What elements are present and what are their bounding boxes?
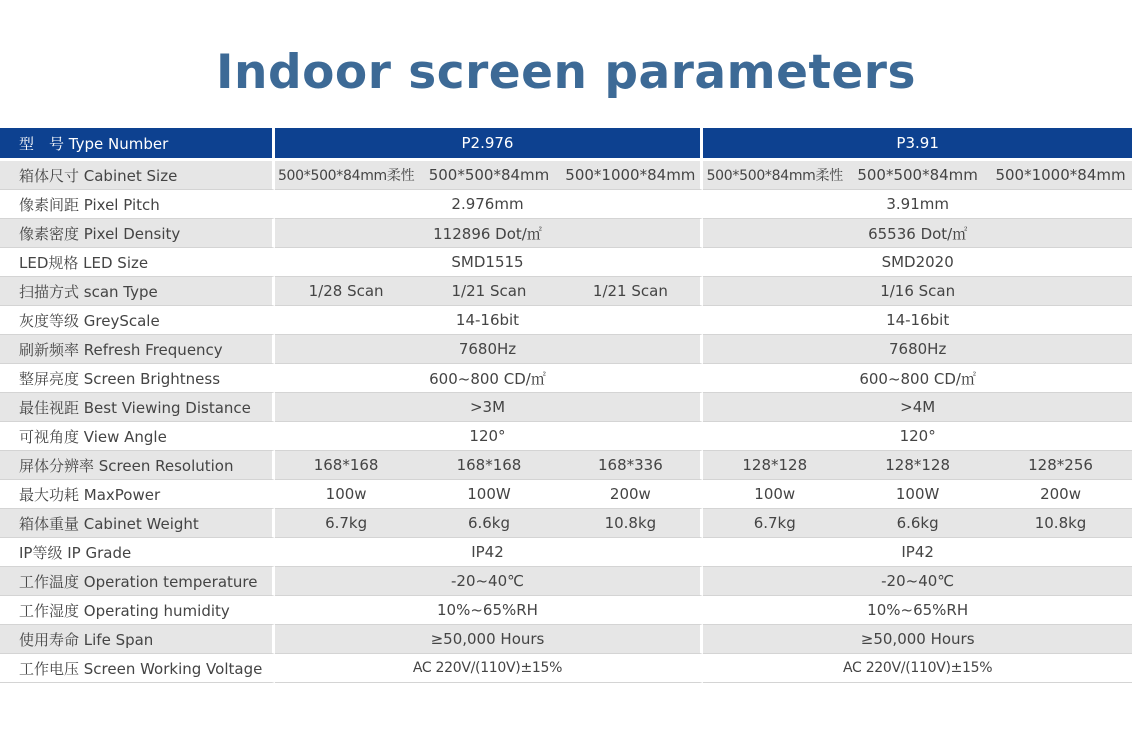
table-row — [0, 451, 1132, 480]
cell-p2976: 2.976mm — [275, 190, 704, 219]
table-header-row — [0, 128, 1132, 161]
cell-p2976: 10.8kg — [560, 509, 703, 538]
cell-p391: AC 220V/(110V)±15% — [703, 654, 1132, 683]
cell-p391: 65536 Dot/㎡ — [703, 219, 1132, 248]
cell-p2976: 10%~65%RH — [275, 596, 704, 625]
header-type-number: 型 号 Type Number — [0, 128, 275, 161]
cell-p2976: 500*500*84mm柔性 — [275, 161, 418, 190]
cell-p2976: 168*168 — [418, 451, 561, 480]
row-label: 使用寿命 Life Span — [0, 625, 275, 654]
cell-p391: 3.91mm — [703, 190, 1132, 219]
cell-p2976: >3M — [275, 393, 704, 422]
row-label: 屏体分辨率 Screen Resolution — [0, 451, 275, 480]
table-row — [0, 422, 1132, 451]
cell-p2976: 100W — [418, 480, 561, 509]
cell-p2976: SMD1515 — [275, 248, 704, 277]
cell-p391: 128*128 — [703, 451, 846, 480]
table-row — [0, 480, 1132, 509]
table-row — [0, 538, 1132, 567]
cell-p2976: 600~800 CD/㎡ — [275, 364, 704, 393]
cell-p391: IP42 — [703, 538, 1132, 567]
row-label: 灰度等级 GreyScale — [0, 306, 275, 335]
cell-p391: 7680Hz — [703, 335, 1132, 364]
cell-p2976: -20~40℃ — [275, 567, 704, 596]
cell-p391: 128*128 — [846, 451, 989, 480]
cell-p391: 10%~65%RH — [703, 596, 1132, 625]
row-label: 箱体尺寸 Cabinet Size — [0, 161, 275, 190]
cell-p2976: 112896 Dot/㎡ — [275, 219, 704, 248]
table-row — [0, 654, 1132, 683]
row-label: 像素间距 Pixel Pitch — [0, 190, 275, 219]
header-model-p391: P3.91 — [703, 128, 1132, 161]
row-label: 最大功耗 MaxPower — [0, 480, 275, 509]
cell-p2976: 7680Hz — [275, 335, 704, 364]
cell-p391: -20~40℃ — [703, 567, 1132, 596]
spec-table — [0, 128, 1132, 683]
cell-p2976: 200w — [560, 480, 703, 509]
table-row — [0, 596, 1132, 625]
cell-p2976: 6.7kg — [275, 509, 418, 538]
cell-p391: 128*256 — [989, 451, 1132, 480]
cell-p391: 100W — [846, 480, 989, 509]
cell-p2976: IP42 — [275, 538, 704, 567]
cell-p2976: 14-16bit — [275, 306, 704, 335]
row-label: 最佳视距 Best Viewing Distance — [0, 393, 275, 422]
cell-p2976: 100w — [275, 480, 418, 509]
cell-p2976: AC 220V/(110V)±15% — [275, 654, 704, 683]
cell-p391: 120° — [703, 422, 1132, 451]
table-row — [0, 248, 1132, 277]
header-model-p2976: P2.976 — [275, 128, 704, 161]
row-label: 工作电压 Screen Working Voltage — [0, 654, 275, 683]
table-row — [0, 393, 1132, 422]
table-row — [0, 277, 1132, 306]
cell-p391: 14-16bit — [703, 306, 1132, 335]
cell-p391: 100w — [703, 480, 846, 509]
row-label: 可视角度 View Angle — [0, 422, 275, 451]
table-row — [0, 190, 1132, 219]
cell-p391: 500*500*84mm — [846, 161, 989, 190]
table-row — [0, 509, 1132, 538]
cell-p391: 500*500*84mm柔性 — [703, 161, 846, 190]
cell-p2976: 1/28 Scan — [275, 277, 418, 306]
cell-p391: >4M — [703, 393, 1132, 422]
row-label: 工作温度 Operation temperature — [0, 567, 275, 596]
table-row — [0, 306, 1132, 335]
table-row — [0, 335, 1132, 364]
cell-p2976: 120° — [275, 422, 704, 451]
cell-p2976: 500*500*84mm — [418, 161, 561, 190]
row-label: LED规格 LED Size — [0, 248, 275, 277]
cell-p391: ≥50,000 Hours — [703, 625, 1132, 654]
cell-p2976: 1/21 Scan — [418, 277, 561, 306]
row-label: 像素密度 Pixel Density — [0, 219, 275, 248]
cell-p2976: 168*336 — [560, 451, 703, 480]
row-label: 整屏亮度 Screen Brightness — [0, 364, 275, 393]
cell-p2976: ≥50,000 Hours — [275, 625, 704, 654]
cell-p2976: 168*168 — [275, 451, 418, 480]
cell-p391: 6.6kg — [846, 509, 989, 538]
cell-p391: 1/16 Scan — [703, 277, 1132, 306]
cell-p2976: 1/21 Scan — [560, 277, 703, 306]
cell-p391: 200w — [989, 480, 1132, 509]
cell-p2976: 6.6kg — [418, 509, 561, 538]
cell-p391: 10.8kg — [989, 509, 1132, 538]
cell-p391: 500*1000*84mm — [989, 161, 1132, 190]
table-row — [0, 364, 1132, 393]
cell-p391: 600~800 CD/㎡ — [703, 364, 1132, 393]
cell-p391: 6.7kg — [703, 509, 846, 538]
row-label: 工作湿度 Operating humidity — [0, 596, 275, 625]
page-title: Indoor screen parameters — [216, 45, 916, 100]
row-label: 箱体重量 Cabinet Weight — [0, 509, 275, 538]
row-label: 刷新频率 Refresh Frequency — [0, 335, 275, 364]
cell-p2976: 500*1000*84mm — [560, 161, 703, 190]
table-row — [0, 219, 1132, 248]
cell-p391: SMD2020 — [703, 248, 1132, 277]
table-row — [0, 625, 1132, 654]
table-row — [0, 161, 1132, 190]
row-label: IP等级 IP Grade — [0, 538, 275, 567]
row-label: 扫描方式 scan Type — [0, 277, 275, 306]
spec-table-body — [0, 161, 1132, 683]
table-row — [0, 567, 1132, 596]
